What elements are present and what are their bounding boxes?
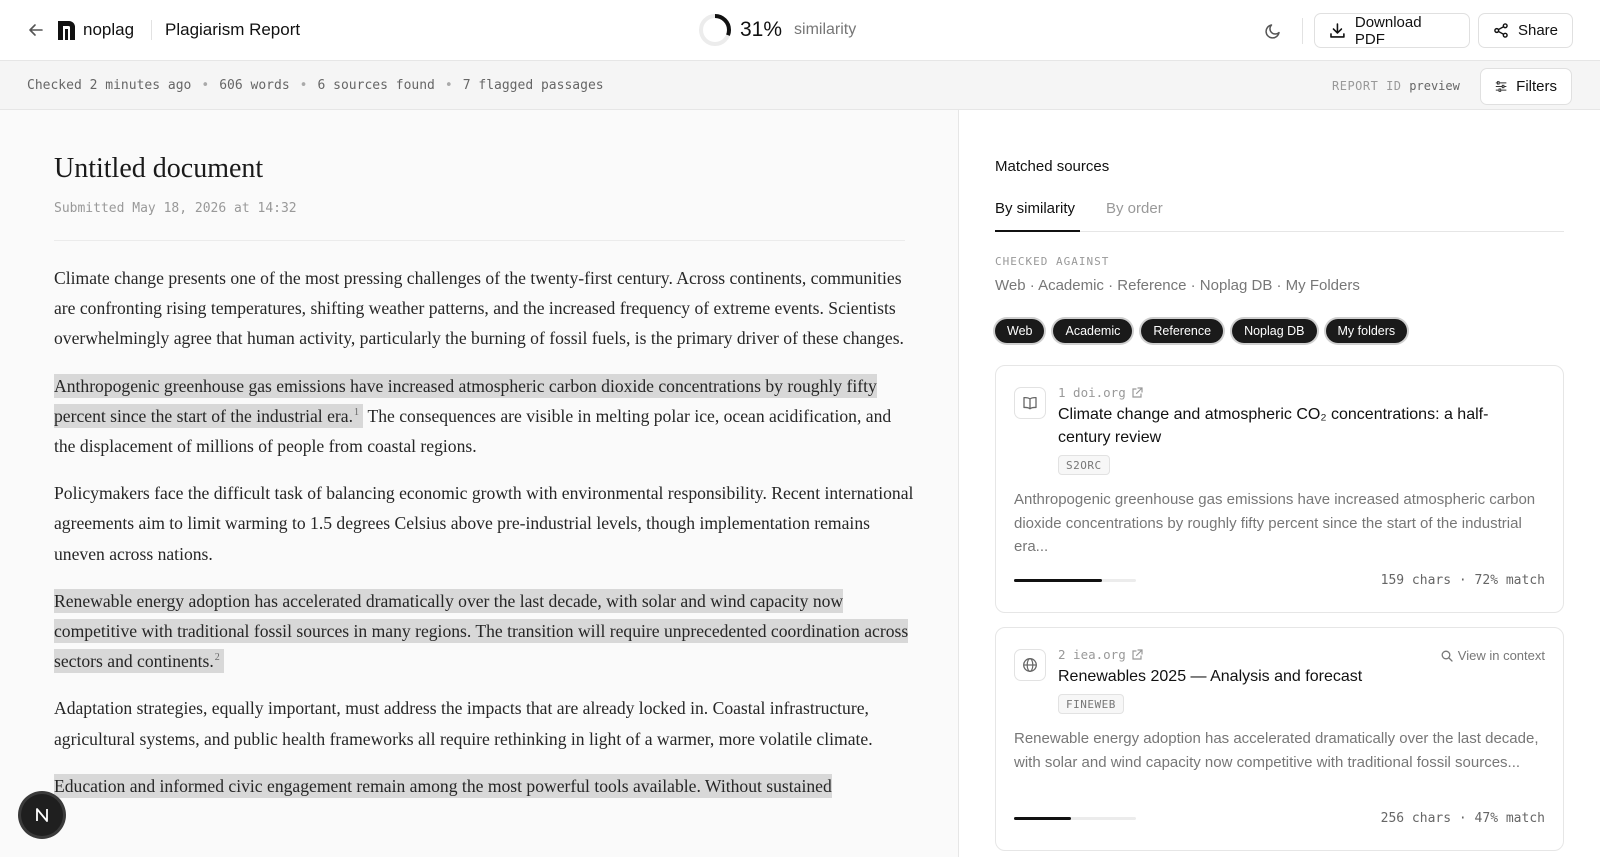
flagged-passage[interactable] [54, 589, 908, 673]
report-id-value: preview [1409, 79, 1460, 93]
source-title[interactable]: Climate change and atmospheric CO₂ concentrations: a half-century review [1058, 406, 1489, 446]
checked-against-list: Web · Academic · Reference · Noplag DB · My Folders [995, 277, 1360, 294]
source-tag: S2ORC [1058, 455, 1110, 475]
external-link-icon [1131, 387, 1143, 399]
chip-web[interactable]: Web [995, 319, 1044, 343]
report-id [1332, 79, 1460, 93]
similarity-label: similarity [794, 21, 857, 38]
source-tag: FINEWEB [1058, 694, 1124, 714]
flagged-passage-text: Renewable energy adoption has accelerated dramatically over the last decade, with solar and wind capacity now competitive with traditional fossil sources in many regions. The transition will require unprecedented coordination across sectors and continents. [54, 590, 909, 672]
download-pdf-button[interactable] [1314, 13, 1470, 48]
sliders-icon [1495, 79, 1507, 94]
separator: • [201, 78, 210, 93]
paragraph [54, 371, 916, 462]
noplag-logo-icon [58, 21, 75, 40]
filters-label: Filters [1516, 78, 1557, 95]
checked-time: Checked 2 minutes ago [27, 78, 192, 93]
page-title: Plagiarism Report [165, 20, 301, 39]
source-domain: 1 doi.org [1058, 385, 1126, 400]
report-meta-bar [0, 61, 1600, 110]
divider [1302, 18, 1303, 44]
chip-academic[interactable]: Academic [1053, 319, 1132, 343]
external-link-icon [1131, 649, 1143, 661]
assistant-button[interactable] [21, 794, 63, 836]
view-in-context-button[interactable] [1441, 648, 1545, 663]
source-excerpt: Renewable energy adoption has accelerated dramatically over the last decade, with solar and wind capacity now competitive with traditional fossil sources... [1014, 730, 1539, 771]
n-logo-icon [35, 808, 49, 822]
brand-name: noplag [83, 20, 135, 39]
source-domain-link[interactable] [1058, 385, 1143, 400]
share-icon [1493, 22, 1509, 39]
match-bar-fill [1014, 579, 1102, 582]
top-bar [0, 0, 1600, 61]
dark-mode-toggle[interactable] [1260, 18, 1286, 44]
moon-icon [1264, 22, 1282, 40]
paragraph: Adaptation strategies, equally important, must address the impacts that are already locked in. Coastal infrastructure, agricultural systems, and public health frameworks all require rethinking in light of a warmer, more volatile climate. [54, 698, 873, 749]
match-stats: 256 chars · 47% match [1380, 811, 1545, 826]
submitted-date: Submitted May 18, 2026 at 14:32 [54, 201, 297, 216]
flagged-count: 7 flagged passages [462, 78, 604, 93]
source-excerpt: Anthropogenic greenhouse gas emissions have increased atmospheric carbon dioxide concentrations by roughly fifty percent since the start of the industrial era... [1014, 491, 1536, 555]
chip-noplag-db[interactable]: Noplag DB [1232, 319, 1316, 343]
similarity-ring [698, 13, 732, 47]
source-title[interactable]: Renewables 2025 — Analysis and forecast [1058, 668, 1363, 685]
tab-by-order[interactable]: By order [1106, 200, 1163, 217]
separator: • [444, 78, 453, 93]
report-id-label: REPORT ID [1332, 79, 1402, 93]
book-icon [1014, 387, 1046, 419]
filters-button[interactable] [1480, 68, 1572, 105]
chip-my-folders[interactable]: My folders [1326, 319, 1408, 343]
match-bar [1014, 579, 1136, 582]
similarity-percent: 31% [740, 18, 783, 41]
search-icon [1441, 650, 1453, 662]
document-body [54, 263, 916, 818]
footnote-marker: 2 [214, 652, 220, 664]
brand-logo[interactable] [58, 20, 134, 40]
source-domain-link[interactable] [1058, 647, 1143, 662]
source-card[interactable] [995, 627, 1564, 851]
divider [151, 20, 152, 40]
sources-panel [960, 110, 1600, 857]
word-count: 606 words [219, 78, 290, 93]
sort-tabs [995, 200, 1564, 232]
document-pane [0, 110, 959, 857]
checked-against-label: CHECKED AGAINST [995, 255, 1110, 268]
share-button[interactable] [1478, 13, 1573, 48]
match-stats: 159 chars · 72% match [1380, 573, 1545, 588]
paragraph: Climate change presents one of the most pressing challenges of the twenty-first century. Across continents, communities are confronting rising temperatures, shifting weather patterns, and the increased frequency of extreme events. Scientists overwhelmingly agree that human activity, particularly the burning of fossil fuels, is the primary driver of these changes. [54, 268, 904, 349]
back-arrow-icon[interactable] [24, 18, 48, 42]
globe-icon [1014, 649, 1046, 681]
download-icon [1329, 22, 1346, 39]
separator: • [299, 78, 308, 93]
report-stats [27, 78, 604, 93]
paragraph [54, 771, 916, 801]
chip-reference[interactable]: Reference [1141, 319, 1223, 343]
flagged-passage[interactable]: Education and informed civic engagement remain among the most powerful tools available. Without sustained [54, 775, 832, 796]
panel-title: Matched sources [995, 158, 1110, 175]
paragraph-text: The consequences are visible in melting polar ice, ocean acidification, and the displacement of millions of people from coastal regions. [54, 405, 892, 457]
match-bar [1014, 817, 1136, 820]
sources-count: 6 sources found [317, 78, 435, 93]
paragraph: Policymakers face the difficult task of balancing economic growth with environmental responsibility. Recent international agreements aim to limit warming to 1.5 degrees Celsius above pre-industrial levels, though implementation remains uneven across nations. [54, 483, 914, 564]
tab-by-similarity[interactable]: By similarity [995, 200, 1080, 232]
source-domain: 2 iea.org [1058, 647, 1126, 662]
similarity-indicator [698, 13, 856, 47]
view-in-context-label: View in context [1457, 648, 1545, 663]
document-title: Untitled document [54, 153, 264, 184]
footnote-marker: 1 [353, 406, 359, 418]
divider [54, 240, 905, 241]
paragraph [54, 586, 916, 677]
source-card[interactable] [995, 365, 1564, 613]
share-label: Share [1517, 22, 1558, 39]
match-bar-fill [1014, 817, 1071, 820]
flagged-passage-text: Anthropogenic greenhouse gas emissions have increased atmospheric carbon dioxide concentrations by roughly fifty percent since the start of the industrial era. [54, 375, 877, 426]
source-filter-chips [995, 319, 1407, 343]
download-pdf-label: Download PDF [1354, 13, 1422, 48]
